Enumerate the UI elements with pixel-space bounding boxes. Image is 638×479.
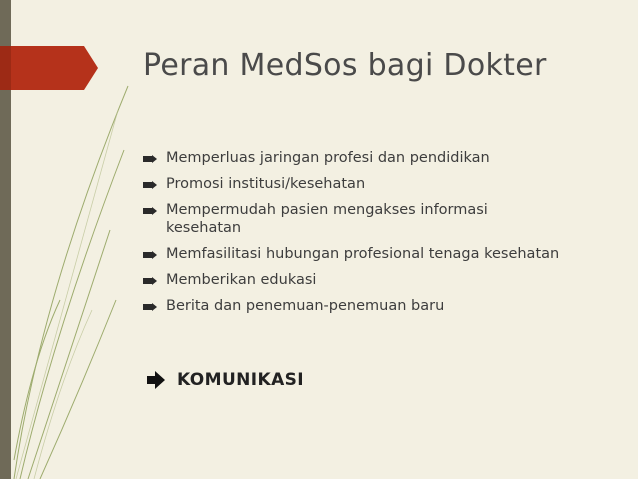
right-arrow-bullet-icon [143,155,157,163]
bullet-text: Memberikan edukasi [166,271,317,288]
bullet-item [149,150,619,168]
bullet-text: Berita dan penemuan-penemuan baru [166,297,445,314]
slide-title: Peran MedSos bagi Dokter [143,48,547,83]
bullet-text: Mempermudah pasien mengakses informasi kesehatan [166,202,488,236]
bullet-item [149,202,619,237]
callout-text: KOMUNIKASI [177,370,305,390]
bullet-item [149,272,619,290]
bullet-item [149,246,619,264]
right-arrow-bullet-icon [143,181,157,189]
bold-right-arrow-icon [147,371,165,389]
right-arrow-bullet-icon [143,277,157,285]
bullet-text: Promosi institusi/kesehatan [166,176,366,192]
right-arrow-bullet-icon [143,303,157,311]
bullet-text: Memperluas jaringan profesi dan pendidikan [166,150,490,166]
bullet-text: Memfasilitasi hubungan profesional tenaga kesehatan [166,245,560,262]
right-arrow-bullet-icon [143,207,157,215]
title-banner [0,46,98,90]
callout [147,370,304,390]
bullet-list [149,150,619,324]
bullet-item [149,176,619,194]
right-arrow-bullet-icon [143,251,157,259]
bullet-item [149,298,619,316]
